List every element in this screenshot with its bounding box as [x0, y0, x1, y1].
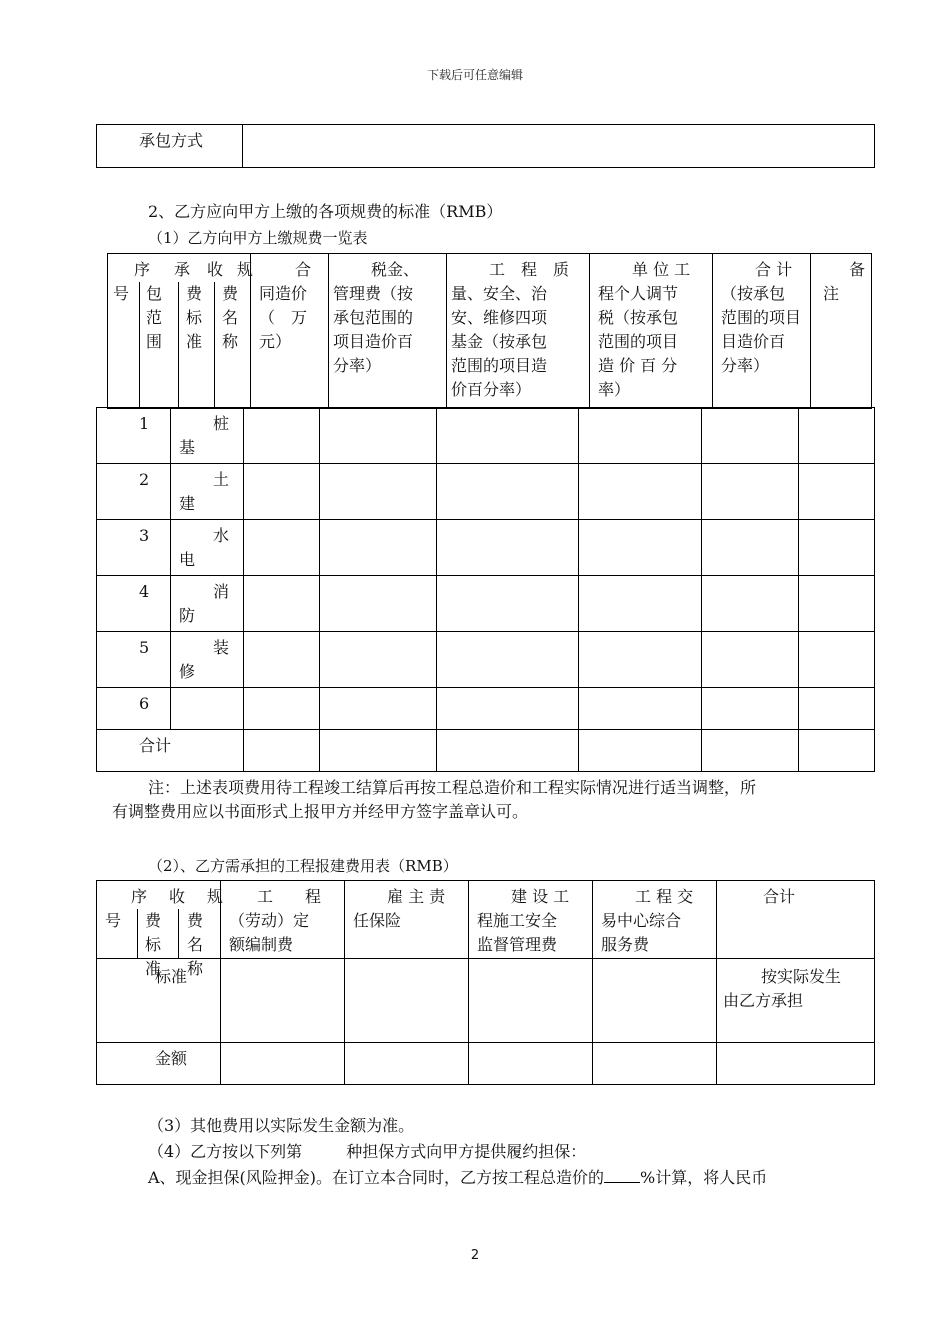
- para-3: （3）其他费用以实际发生金额为准。: [148, 1116, 415, 1135]
- table-row: [97, 1043, 875, 1085]
- row-name-bottom: 防: [179, 606, 196, 625]
- row-name-bottom: 电: [179, 550, 196, 569]
- h-contract-2: 元）: [259, 332, 292, 351]
- table-row: [97, 632, 875, 688]
- t2-cell-amt-total[interactable]: [717, 1043, 875, 1085]
- t2-h-trade-0: 工 程 交: [635, 887, 694, 906]
- para-a: [148, 1166, 767, 1190]
- t2-cell-amt-employer[interactable]: [345, 1043, 469, 1085]
- h-hao: 号: [113, 284, 130, 303]
- h-unit-3: 范围的项目: [598, 332, 679, 351]
- h-feibiaozhun-0: 费: [186, 284, 203, 303]
- contract-mode-value[interactable]: [243, 125, 875, 168]
- row-name-top: 装: [213, 638, 230, 657]
- header-note: 下载后可任意编辑: [426, 68, 523, 82]
- h-cheng: 承: [174, 260, 191, 279]
- cell-quality[interactable]: [437, 688, 579, 730]
- section-2-sub2: （2）、乙方需承担的工程报建费用表（RMB）: [148, 857, 458, 875]
- h-xu: 序: [134, 260, 151, 279]
- h-gui: 规: [237, 260, 254, 279]
- cell-remark[interactable]: [799, 408, 875, 464]
- h-feibiaozhun-2: 准: [186, 332, 203, 351]
- cell-unit[interactable]: [579, 464, 702, 520]
- cell-contract[interactable]: [244, 408, 320, 464]
- h-shou: 收: [207, 260, 224, 279]
- table-total-row: [97, 730, 875, 772]
- t2-h-feimingcheng-2: 称: [187, 959, 204, 978]
- cell-unit[interactable]: [579, 688, 702, 730]
- t2-cell-std-safety[interactable]: [469, 959, 593, 1043]
- cell-total[interactable]: [702, 408, 799, 464]
- cell-contract[interactable]: [244, 464, 320, 520]
- cell-total[interactable]: [702, 632, 799, 688]
- cell-quality[interactable]: [437, 464, 579, 520]
- t2-h-safety-2: 监督管理费: [477, 935, 558, 954]
- h-feimingcheng-0: 费: [222, 284, 239, 303]
- t2-h-xu: 序: [131, 887, 148, 906]
- h-remark-1: 注: [823, 284, 840, 303]
- t2-std-total-1: 由乙方承担: [723, 991, 804, 1010]
- percent-blank[interactable]: [604, 1166, 640, 1183]
- cell-tax[interactable]: [320, 576, 437, 632]
- cell-remark[interactable]: [799, 520, 875, 576]
- t2-h-total: 合计: [763, 887, 796, 906]
- cell-remark[interactable]: [799, 688, 875, 730]
- cell-tax[interactable]: [320, 464, 437, 520]
- h-tax-4: 分率）: [333, 356, 382, 375]
- h-contract-1: （ 万: [259, 308, 308, 327]
- table-row: [97, 520, 875, 576]
- cell-tax[interactable]: [320, 730, 437, 772]
- t2-h-employer-1: 任保险: [353, 911, 402, 930]
- h-baofanwei-1: 范: [146, 308, 163, 327]
- t2-h-feibiaozhun-0: 费: [145, 911, 162, 930]
- contract-mode-table: [96, 124, 875, 168]
- row-name[interactable]: [171, 688, 244, 730]
- cell-unit[interactable]: [579, 730, 702, 772]
- t2-std-total-0: 按实际发生: [761, 967, 842, 986]
- row-no: 4: [139, 582, 150, 601]
- table-row: [97, 576, 875, 632]
- row-name-top: 水: [213, 526, 230, 545]
- cell-quality[interactable]: [437, 730, 579, 772]
- h-total-1: （按承包: [721, 284, 786, 303]
- row-name-bottom: 建: [179, 494, 196, 513]
- h-quality-2: 安、维修四项: [451, 308, 548, 327]
- note-line-1: 注：上述表项费用待工程竣工结算后再按工程总造价和工程实际情况进行适当调整，所: [148, 778, 757, 797]
- t2-cell-std-employer[interactable]: [345, 959, 469, 1043]
- cell-quality[interactable]: [437, 520, 579, 576]
- t2-h-safety-1: 程施工安全: [477, 911, 558, 930]
- cell-contract[interactable]: [244, 688, 320, 730]
- t2-cell-amt-gongcheng[interactable]: [221, 1043, 345, 1085]
- t2-h-trade-2: 服务费: [601, 935, 650, 954]
- cell-total[interactable]: [702, 730, 799, 772]
- h-unit-0: 单 位 工: [632, 260, 691, 279]
- t2-h-gongcheng-2: 额编制费: [229, 935, 294, 954]
- h-tax-0: 税金、: [371, 260, 420, 279]
- section-2-title: 2、乙方应向甲方上缴的各项规费的标准（RMB）: [148, 202, 503, 221]
- h-total-0: 合 计: [755, 260, 793, 279]
- h-total-4: 分率）: [721, 356, 770, 375]
- t2-h-feimingcheng-1: 名: [187, 935, 204, 954]
- t2-row-std: 标准: [155, 967, 188, 986]
- t2-h-feimingcheng-0: 费: [187, 911, 204, 930]
- row-name-bottom: 基: [179, 438, 196, 457]
- para-a-a: A、现金担保(风险押金)。在订立本合同时，乙方按工程总造价的: [148, 1168, 605, 1187]
- cell-quality[interactable]: [437, 632, 579, 688]
- t2-h-trade-1: 易中心综合: [601, 911, 682, 930]
- h-feimingcheng-1: 名: [222, 308, 239, 327]
- t2-row-amount: 金额: [155, 1049, 188, 1068]
- cell-total[interactable]: [702, 520, 799, 576]
- t2-h-employer-0: 雇 主 责: [387, 887, 446, 906]
- t2-cell-amt-safety[interactable]: [469, 1043, 593, 1085]
- t2-h-feibiaozhun-2: 准: [145, 959, 162, 978]
- h-he: 合: [295, 260, 312, 279]
- cell-remark[interactable]: [799, 730, 875, 772]
- page-number: 2: [470, 1248, 480, 1263]
- cell-contract[interactable]: [244, 520, 320, 576]
- row-no: 2: [139, 470, 150, 489]
- cell-total[interactable]: [702, 688, 799, 730]
- row-name-bottom: 修: [179, 662, 196, 681]
- table-row: [97, 959, 875, 1043]
- cell-quality[interactable]: [437, 408, 579, 464]
- t2-cell-std-trade[interactable]: [593, 959, 717, 1043]
- t2-h-hao: 号: [105, 911, 122, 930]
- h-baofanwei-2: 围: [146, 332, 163, 351]
- t2-h-safety-0: 建 设 工: [511, 887, 570, 906]
- section-2-sub1: （1）乙方向甲方上缴规费一览表: [148, 229, 368, 247]
- contract-mode-label: 承包方式: [139, 131, 204, 150]
- cell-remark[interactable]: [799, 632, 875, 688]
- h-contract-0: 同造价: [259, 284, 308, 303]
- h-total-3: 目造价百: [721, 332, 786, 351]
- cell-remark[interactable]: [799, 576, 875, 632]
- h-quality-5: 价百分率）: [451, 380, 532, 399]
- t2-h-feibiaozhun-1: 标: [145, 935, 162, 954]
- t2-h-gui: 规: [207, 887, 224, 906]
- cell-tax[interactable]: [320, 688, 437, 730]
- row-name-top: 消: [213, 582, 230, 601]
- cell-unit[interactable]: [579, 632, 702, 688]
- table-row: [97, 688, 875, 730]
- table-row: [97, 408, 875, 464]
- h-tax-2: 承包范围的: [333, 308, 414, 327]
- h-remark-0: 备: [849, 260, 866, 279]
- para-4-a: （4）乙方按以下列第: [148, 1142, 303, 1161]
- h-unit-4: 造 价 百 分: [598, 356, 678, 375]
- row-no: 5: [139, 638, 150, 657]
- fee-table-header: [107, 253, 872, 409]
- cell-unit[interactable]: [579, 408, 702, 464]
- para-4-b: 种担保方式向甲方提供履约担保：: [346, 1142, 587, 1161]
- h-quality-4: 范围的项目造: [451, 356, 548, 375]
- cell-unit[interactable]: [579, 576, 702, 632]
- cell-total[interactable]: [702, 576, 799, 632]
- t2-cell-amt-trade[interactable]: [593, 1043, 717, 1085]
- total-label: 合计: [139, 736, 172, 755]
- h-tax-1: 管理费（按: [333, 284, 414, 303]
- cell-quality[interactable]: [437, 576, 579, 632]
- row-name-top: 桩: [213, 414, 230, 433]
- h-quality-3: 基金（按承包: [451, 332, 548, 351]
- registration-fee-table: [96, 880, 875, 1085]
- para-4: [148, 1140, 586, 1164]
- cell-remark[interactable]: [799, 464, 875, 520]
- row-no: 6: [139, 694, 150, 713]
- para-a-b: %计算，将人民币: [640, 1168, 768, 1187]
- row-no: 3: [139, 526, 150, 545]
- h-unit-5: 率）: [598, 380, 631, 399]
- cell-tax[interactable]: [320, 408, 437, 464]
- t2-h-gongcheng-0: 工 程: [257, 887, 322, 906]
- row-no: 1: [139, 414, 150, 433]
- cell-contract[interactable]: [244, 576, 320, 632]
- t2-h-shou: 收: [169, 887, 186, 906]
- h-quality-0: 工 程 质: [489, 260, 570, 279]
- row-name-top: 土: [213, 470, 230, 489]
- h-baofanwei-0: 包: [146, 284, 163, 303]
- cell-tax[interactable]: [320, 632, 437, 688]
- cell-tax[interactable]: [320, 520, 437, 576]
- h-feimingcheng-2: 称: [222, 332, 239, 351]
- note-line-2: 有调整费用应以书面形式上报甲方并经甲方签字盖章认可。: [112, 802, 529, 821]
- t2-cell-std-gongcheng[interactable]: [221, 959, 345, 1043]
- cell-unit[interactable]: [579, 520, 702, 576]
- t2-h-gongcheng-1: （劳动）定: [229, 911, 310, 930]
- h-quality-1: 量、安全、治: [451, 284, 548, 303]
- h-unit-1: 程个人调节: [598, 284, 679, 303]
- h-tax-3: 项目造价百: [333, 332, 414, 351]
- h-unit-2: 税（按承包: [598, 308, 679, 327]
- table-row: [97, 464, 875, 520]
- cell-total[interactable]: [702, 464, 799, 520]
- fee-table-body: [96, 407, 875, 772]
- cell-contract[interactable]: [244, 730, 320, 772]
- h-total-2: 范围的项目: [721, 308, 802, 327]
- cell-contract[interactable]: [244, 632, 320, 688]
- h-feibiaozhun-1: 标: [186, 308, 203, 327]
